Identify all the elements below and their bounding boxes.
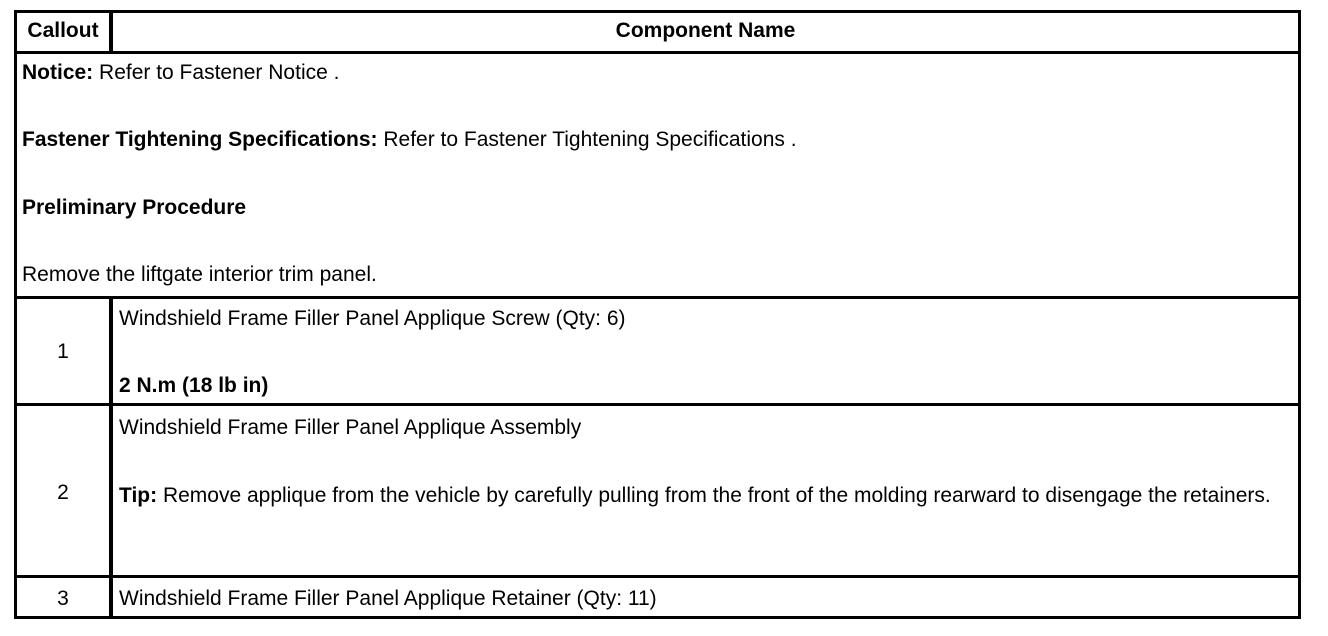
notice-text: Refer to Fastener Notice .	[93, 61, 340, 84]
header-callout: Callout	[27, 19, 99, 42]
notice-label: Notice:	[22, 61, 94, 84]
row2-tip	[119, 482, 1289, 510]
row2-tip-label: Tip:	[119, 484, 158, 507]
intro-divider	[17, 296, 1298, 299]
procedure-table	[14, 10, 1301, 619]
row3-name: Windshield Frame Filler Panel Applique Retainer (Qty: 11)	[119, 587, 657, 610]
row2-tip-text: Remove applique from the vehicle by carefully pulling from the front of the molding rearward to disengage the retainers.	[157, 484, 1271, 507]
notice-line	[22, 59, 1292, 87]
row2-divider	[17, 575, 1298, 578]
header-component-name: Component Name	[615, 19, 796, 42]
row1-column-divider	[109, 296, 113, 406]
row2-component	[119, 414, 1289, 510]
row1-component	[119, 305, 1289, 400]
row2-name: Windshield Frame Filler Panel Applique Assembly	[119, 416, 582, 439]
row3-component	[119, 585, 1289, 613]
row1-torque: 2 N.m (18 lb in)	[119, 374, 269, 397]
spec-line	[22, 126, 1292, 154]
row3-callout: 3	[57, 587, 69, 610]
row1-callout: 1	[57, 340, 69, 363]
row1-name: Windshield Frame Filler Panel Applique Screw (Qty: 6)	[119, 307, 626, 330]
row2-column-divider	[109, 403, 113, 577]
spec-text: Refer to Fastener Tightening Specifications .	[377, 128, 797, 151]
row3-column-divider	[109, 575, 113, 619]
intro-section	[22, 59, 1292, 289]
row2-callout: 2	[57, 481, 69, 504]
spec-label: Fastener Tightening Specifications:	[22, 128, 378, 151]
prelim-heading: Preliminary Procedure	[22, 196, 247, 219]
header-column-divider	[109, 13, 113, 53]
header-divider	[17, 51, 1298, 54]
row1-divider	[17, 403, 1298, 406]
prelim-text: Remove the liftgate interior trim panel.	[22, 263, 377, 286]
